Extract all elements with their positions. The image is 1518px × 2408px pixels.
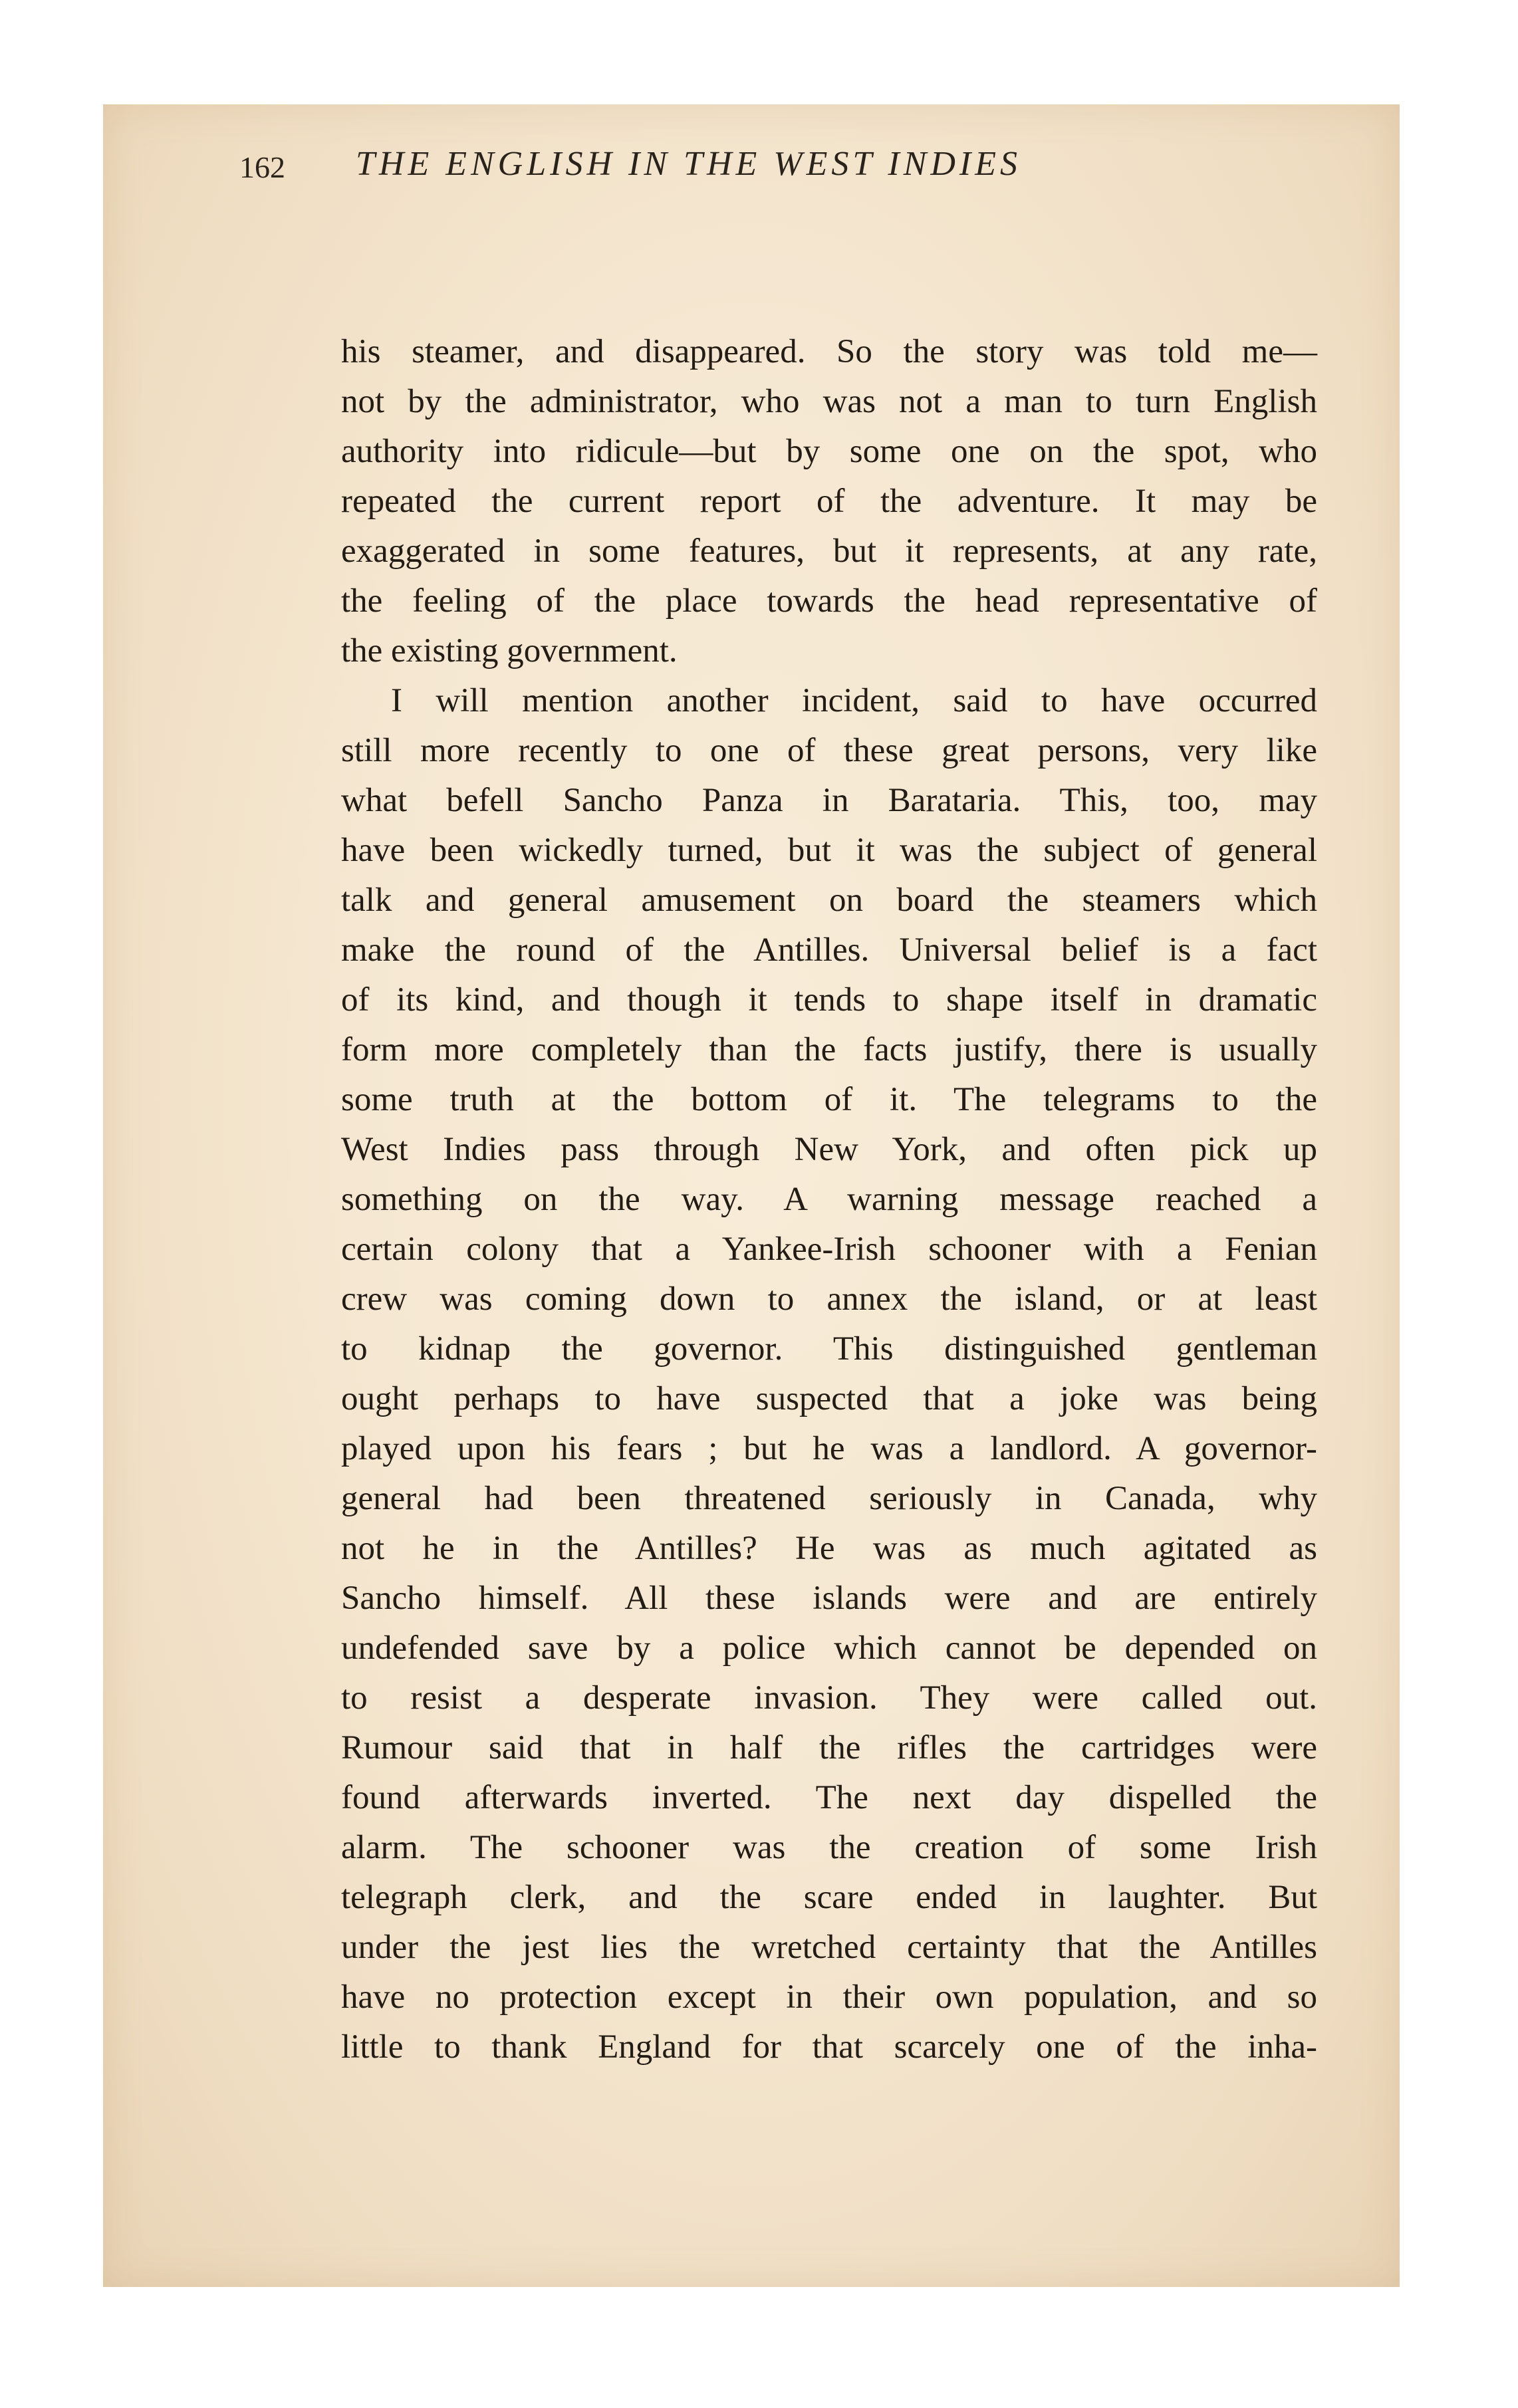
text-line: repeated the current report of the adventure. It may be — [341, 483, 1317, 520]
text-line: the existing government. — [341, 632, 678, 669]
text-line: have been wickedly turned, but it was the subject of general — [341, 832, 1317, 869]
body-text — [341, 327, 1317, 2072]
text-line: talk and general amusement on board the steamers which — [341, 882, 1317, 919]
text-line: make the round of the Antilles. Universal belief is a fact — [341, 931, 1317, 969]
text-line: West Indies pass through New York, and often pick up — [341, 1131, 1317, 1168]
text-line: exaggerated in some features, but it represents, at any rate, — [341, 533, 1317, 570]
text-line: alarm. The schooner was the creation of some Irish — [341, 1829, 1317, 1866]
paragraph-first-line: I will mention another incident, said to have occurred — [391, 682, 1317, 719]
running-head: THE ENGLISH IN THE WEST INDIES — [356, 145, 1021, 183]
text-line: something on the way. A warning message reached a — [341, 1181, 1317, 1218]
text-line: form more completely than the facts justify, there is usually — [341, 1031, 1317, 1068]
text-line: Rumour said that in half the rifles the cartridges were — [341, 1729, 1317, 1766]
text-line: not he in the Antilles? He was as much agitated as — [341, 1530, 1317, 1567]
text-line: some truth at the bottom of it. The telegrams to the — [341, 1081, 1317, 1118]
text-line: his steamer, and disappeared. So the story was told me— — [341, 333, 1317, 370]
text-line: of its kind, and though it tends to shape itself in dramatic — [341, 981, 1317, 1019]
text-line: ought perhaps to have suspected that a joke was being — [341, 1380, 1317, 1417]
page-number: 162 — [239, 150, 285, 184]
text-line: little to thank England for that scarcely one of the inha- — [341, 2028, 1317, 2066]
text-line: what befell Sancho Panza in Barataria. This, too, may — [341, 782, 1317, 819]
text-line: telegraph clerk, and the scare ended in laughter. But — [341, 1879, 1317, 1916]
text-line: undefended save by a police which cannot be depended on — [341, 1629, 1317, 1667]
text-line: general had been threatened seriously in Canada, why — [341, 1480, 1317, 1517]
text-line: the feeling of the place towards the head representative of — [341, 582, 1317, 620]
text-line: under the jest lies the wretched certainty that the Antilles — [341, 1929, 1317, 1966]
text-line: to kidnap the governor. This distinguished gentleman — [341, 1330, 1317, 1368]
text-line: crew was coming down to annex the island, or at least — [341, 1280, 1317, 1318]
text-line: to resist a desperate invasion. They were called out. — [341, 1679, 1317, 1717]
text-line: have no protection except in their own population, and so — [341, 1979, 1317, 2016]
text-line: played upon his fears ; but he was a landlord. A governor- — [341, 1430, 1317, 1467]
page-header — [239, 145, 1330, 203]
text-line: authority into ridicule—but by some one on the spot, who — [341, 433, 1317, 470]
text-line: Sancho himself. All these islands were and are entirely — [341, 1580, 1317, 1617]
text-line: still more recently to one of these great persons, very like — [341, 732, 1317, 769]
text-line: certain colony that a Yankee-Irish schooner with a Fenian — [341, 1231, 1317, 1268]
text-line: found afterwards inverted. The next day dispelled the — [341, 1779, 1317, 1816]
text-line: not by the administrator, who was not a man to turn English — [341, 383, 1317, 420]
